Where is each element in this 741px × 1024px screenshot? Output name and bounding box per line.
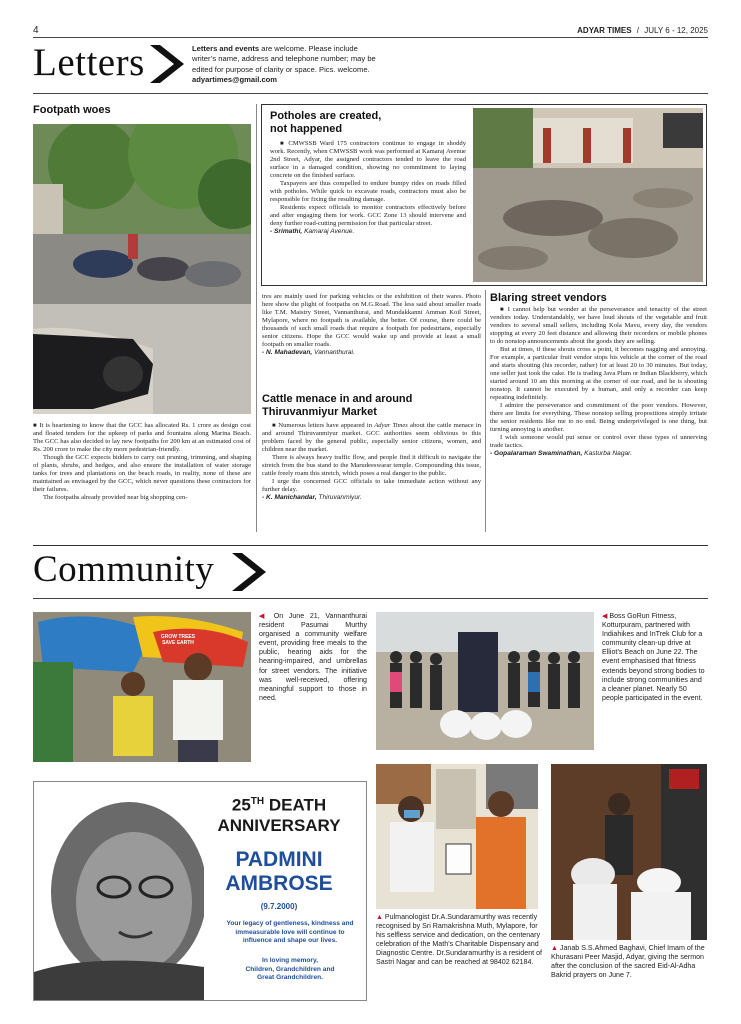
cattle-heading [262,393,412,419]
issue-date: JULY 6 - 12, 2025 [644,26,708,35]
memorial-tribute: Your legacy of gentleness, kindness and immeasurable love will continue to influence and shape our lives. [226,920,354,945]
footpath-para-2: Though the GCC expects bidders to carry out pruning, trimming, and shaping of plants, shrubs, and hedges, and also ensure the installation of water storage tanks for trees and plantations on the beach roads, in reality, none of these are maintained as envisaged by the GCC, which never questions these contractors for their failures. [33,454,251,493]
footpath-body: ■ It is heartening to know that the GCC has allocated Rs. 1 crore as design cost and floated tenders for the upkeep of parks and fountains along Marina Beach. The GCC has also decided to lay new footpaths for 200 km at an estimated cost of Rs. 200 crore to make the city more pedestrian-friendly. Though the GCC expects bidders to carry out pruning, trimming, and shaping of plants, shrubs, and hedges, and also ensure the installation of water storage tanks for trees and plantations on the beach roads, in reality, none of these are maintained as envisaged by the GCC, which never questions these contractors for their failures. The footpaths already provided near big shopping cen- [33,422,251,501]
footpath-photo [33,124,251,414]
letters-intro-bold: Letters and events [192,44,260,53]
footpath-continued [262,293,481,357]
date-separator: / [636,26,640,35]
header-rule [33,37,708,38]
potholes-para-3: Residents expect officials to monitor contractors effectively before and after engaging them for work. GCC Zone 13 should intervene and deny further road-cutting permission for that particular street. [270,204,466,227]
welfare-event-photo [33,612,251,762]
doctor-award-photo [376,764,538,909]
welfare-caption: ◀ On June 21, Vannanthurai resident Pasumai Murthy organised a community welfare event, providing free meals to the public, hearing aids for the hearing-impaired, and umbrellas for street vendors. The initiative was well-received, offering meaningful support to those in need. [259,612,367,702]
chevron-right-icon [230,551,268,593]
potholes-body: ■ CMWSSB Ward 175 contractors continue to engage in shoddy work. Recently, when CMWSSB work was performed at Kamaraj Avenue 2nd Street, Adyar, the assigned contractors tended to leave the road surface in a damaged condition, showing no commitment to laying concrete on the finished surface. Taxpayers are thus compelled to endure bumpy rides on roads filled with potholes. While quick to excavate roads, contractors must also be responsible for fixing the resulting damage. Residents expect officials to monitor contractors effectively before and after engaging them for work. GCC Zone 13 should intervene and deny further road-cutting permission for that particular street. - Srimathi, Kamaraj Avenue. [270,140,467,235]
vendors-heading: Blaring street vendors [490,292,607,304]
cattle-para-3: I urge the concerned GCC officials to take immediate action without any further delay. [262,478,481,493]
memorial-ad [33,781,367,1001]
footpath-para-1: It is heartening to know that the GCC has allocated Rs. 1 crore as design cost and floated tenders for the upkeep of parks and fountains along Marina Beach. The GCC has also decided to lay new footpaths for 200 km at an estimated cost of Rs. 200 crore to make the city more pedestrian-friendly. [33,422,251,453]
doctor-caption: ▲ Pulmanologist Dr.A.Sundaramurthy was recently recognised by Sri Ramakrishna Muth, Mylapore, for his selfless service and dedication, on the centenary celebration of the Math’s Charitable Dispensary and Diagnostic Centre. Dr.Sundaramurthy is a resident of Sastri Nagar and can be reached at 98402 62184. [376,913,542,967]
vendors-para-3: I admire the perseverance and commitment of the poor vendors. However, there are limits for everything. These nonstop selling propositions simply irritate the senior residents like me to no end. Being underprivileged is one thing, but turning annoying is another. [490,402,707,433]
memorial-title-line1: 25TH DEATH [231,795,327,815]
community-title: Community [33,549,215,590]
memorial-title-line2: ANNIVERSARY [217,815,341,835]
memorial-name-line2: AMBROSE [225,872,333,895]
cleanup-drive-photo [376,612,594,750]
footpath-para-3: The footpaths already provided near big shopping cen- [43,494,188,501]
triangle-up-icon: ▲ [376,914,383,921]
cattle-body: ■ Numerous letters have appeared in Adyar Times about the cattle menace in and around Thiruvanmiyur market. GCC authorities seem oblivious to this problem faced by the general public, especially senior citizens, women, and children near the market. There is always heavy traffic flow, and people find it difficult to navigate the stretch from the bus stand to the Marudeeswarar temple. Compounding this issue, cattle freely roam this stretch, which poses a real danger to the public. I urge the concerned GCC officials to take immediate action without any further delay. - K. Manichandar, Thiruvanmiyur. [262,422,482,501]
column-divider-2 [485,290,486,532]
imam-caption: ▲ Janab S.S.Ahmed Baghavi, Chief Imam of the Khurasani Peer Masjid, Adyar, giving the sermon after the conclusion of the sacred Eid-Al-Adha Bakrid prayers on June 7. [551,944,705,980]
potholes-heading-line2: not happened [270,123,343,135]
memorial-title [194,792,364,836]
footpath-continued-text: tres are mainly used for parking vehicles or the exhibition of their wares. Photo here show the plight of footpaths on M.G.Road. The less said about smaller roads like T.M. Maistry Street, Vannanthurai, and Mundakkanni Amman Koil Street, Mylapore, where no footpath is available, the better. Of course, there could be thousands of such small roads that require a footpath for pedestrians, especially senior citizens. Hope the GCC would wake up and provide at least a small footpath on smaller roads. [262,293,481,348]
community-rule [33,598,708,599]
vendors-para-4: I wish someone would put sense or control over these types of unnerving trade tactics. [490,434,707,449]
triangle-left-icon: ◀ [602,613,608,620]
cattle-heading-line2: Thiruvanmiyur Market [262,406,377,418]
potholes-para-2: Taxpayers are thus compelled to endure bumpy rides on roads filled with potholes. While quick to excavate roads, contractors must also be responsible for fixing the resulting damage. [270,180,466,203]
cattle-heading-line1: Cattle menace in and around [262,393,413,405]
vendors-para-2: But at times, if these shouts cross a point, it becomes nagging and annoying. For example, a particular fruit vendor stops his vehicle at the corner of the road and starts shouting (his recorder, rather) for at least 20 to 30 minutes. But today, one seller just took the cake. He is trading Java Plum or Indian Blackberry, which started around 10 am this morning at the corner of our road, and he is shouting nonstop. It cannot be executed by a human, and only a recorder can keep repeating indefinitely. [490,346,707,401]
potholes-heading [270,110,381,136]
letters-email[interactable]: adyartimes@gmail.com [192,75,278,85]
memorial-name [194,848,364,896]
letters-intro-text: are welcome. Please include writer’s name, address and telephone number; may be edited for purpose of clarity or space. Pics. welcome. [192,44,376,74]
umbrella-text: GROW TREES SAVE EARTH [160,634,196,646]
column-divider-1 [256,104,257,532]
cattle-para-1-b: about the cattle menace in and around Thiruvanmiyur market. GCC authorities seem oblivious to this problem faced by the general public, especially senior citizens, women, and children near the market. [262,422,482,453]
memorial-memory: In loving memory, Children, Grandchildren and Great Grandchildren. [245,957,335,982]
masthead-date [577,26,708,35]
memorial-portrait [34,782,204,1001]
triangle-up-icon: ▲ [551,945,558,952]
memorial-date: (9.7.2000) [260,902,298,911]
potholes-para-1: CMWSSB Ward 175 contractors continue to engage in shoddy work. Recently, when CMWSSB work was performed at Kamaraj Avenue 2nd Street, Adyar, the assigned contractors tended to leave the road surface in a damaged condition, showing no commitment to laying concrete on the finished surface. [270,140,467,179]
vendors-signature: - Gopalaraman Swaminathan, Kasturba Nagar. [490,450,632,457]
pothole-photo [473,108,703,282]
cattle-para-1-a: Numerous letters have appeared in [278,422,375,429]
paper-name: ADYAR TIMES [577,26,632,35]
potholes-heading-line1: Potholes are created, [270,110,382,122]
page-number: 4 [33,25,39,36]
chevron-right-icon [148,43,186,85]
vendors-body: ■ I cannot help but wonder at the perseverance and tenacity of the street vendors today. Understandably, we have loud shouts of the vegetable and fruit vendors to several small sellers, including Kola Mavu, every day, the vendors stopping at every 20 feet distance and allowing their recorders or mobile phones to do nonstop announcements about the goods they are selling. But at times, if these shouts cross a point, it becomes nagging and annoying. For example, a particular fruit vendor stops his vehicle at the corner of the road and starts shouting (his recorder, rather) for at least 20 to 30 minutes. But today, one seller just took the cake. He is trading Java Plum or Indian Blackberry, which started around 10 am this morning at the corner of our road, and he is shouting nonstop. It cannot be executed by a human, and only a recorder can keep repeating indefinitely. I admire the perseverance and commitment of the poor vendors. However, there are limits for everything. These nonstop selling propositions simply irritate the senior residents like me to no end. Being underprivileged is one thing, but turning annoying is another. I wish someone would put sense or control over these types of unnerving trade tactics. - Gopalaraman Swaminathan, Kasturba Nagar. [490,306,707,457]
letters-intro [192,44,382,86]
cleanup-caption: ◀ Boss GoRun Fitness, Kotturpuram, partnered with Indiahikes and InTrek Club for a community clean-up drive at Elliot’s Beach on June 22. The event emphasised that fitness extends beyond strong bodies to include strong communities and a cleaner planet. Nearly 50 people participated in the event. [602,612,705,702]
imam-photo [551,764,707,940]
cattle-para-2: There is always heavy traffic flow, and people find it difficult to navigate the stretch from the bus stand to the Marudeeswarar temple. Compounding this issue, cattle freely roam this stretch, which poses a real danger to the public. [262,454,481,477]
letters-title: Letters [33,41,145,84]
memorial-name-line1: PADMINI [235,848,323,871]
footpath-heading: Footpath woes [33,104,111,116]
vendors-para-1: I cannot help but wonder at the perseverance and tenacity of the street vendors today. Understandably, we have loud shouts of the vegetable and fruit vendors to several small sellers, including Kola Mavu, every day, the vendors stopping at every 20 feet distance and allowing their recorders or mobile phones to do nonstop announcements about the goods they are selling. [490,306,707,345]
triangle-left-icon: ◀ [259,613,269,620]
cattle-signature: - K. Manichandar, Thiruvanmiyur. [262,494,362,501]
potholes-signature: - Srimathi, Kamaraj Avenue. [270,228,355,235]
cattle-para-1-italic: Adyar Times [374,422,408,429]
letters-rule [33,93,708,94]
footpath-signature: - N. Mahadevan, Vannanthurai. [262,349,355,356]
